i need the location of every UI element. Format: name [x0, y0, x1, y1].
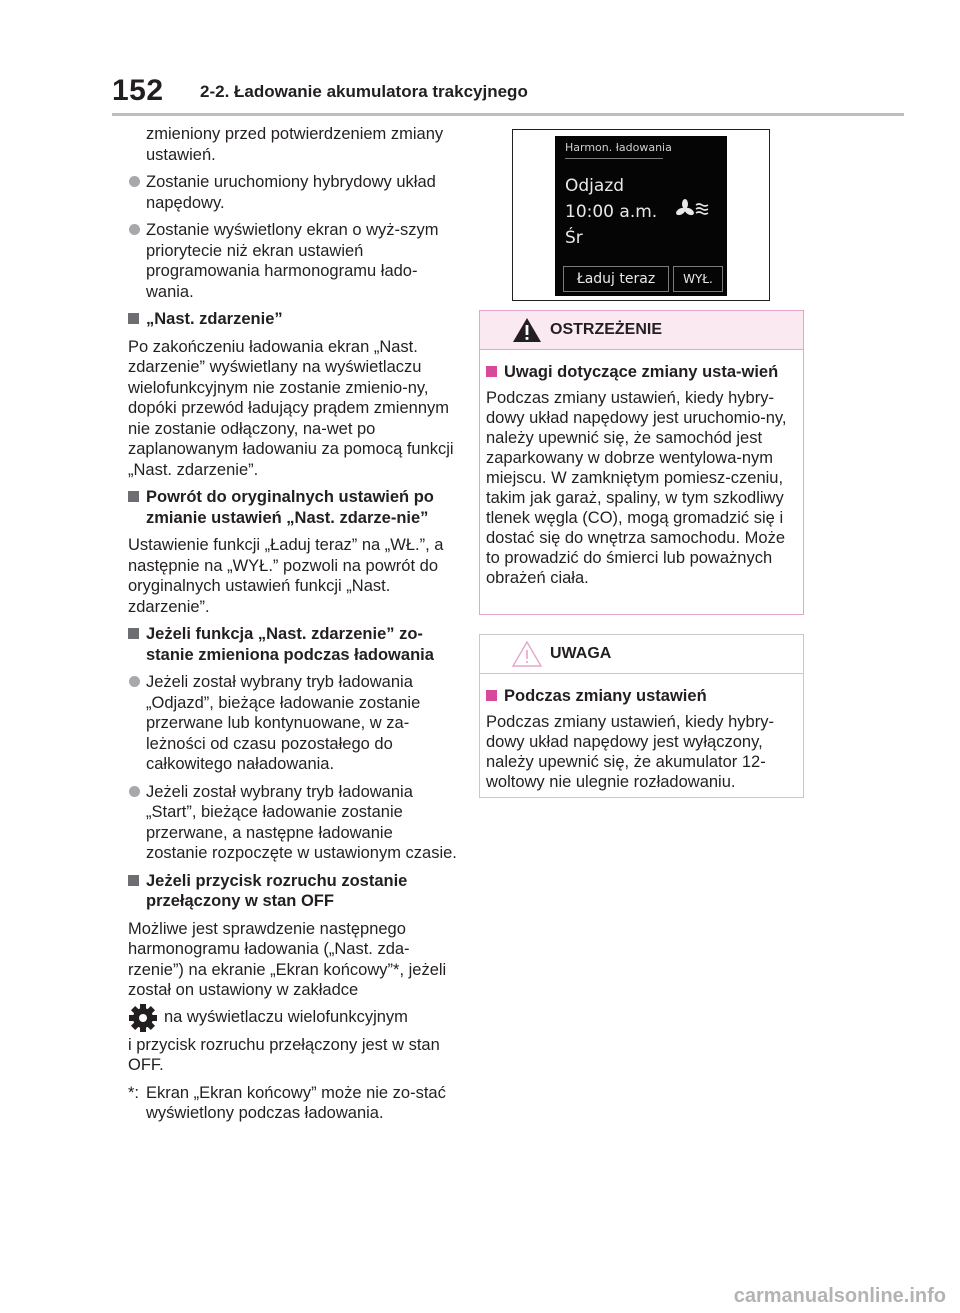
notice-box: [479, 634, 804, 798]
bullet-departure-mode: Jeżeli został wybrany tryb ładowania „Odjazd”, bieżące ładowanie zostanie przerwane lub kontynuowane, w za-leżności od czasu pozostałego do całkowitego naładowania.: [128, 672, 458, 775]
warning-header: [480, 311, 803, 350]
paragraph-power-off: Możliwe jest sprawdzenie następnego harmonogramu ładowania („Nast. zda-rzenie”) na ekranie „Ekran końcowy”*, jeżeli został on ustawiony w zakładce: [128, 919, 447, 999]
left-column: [128, 124, 458, 1124]
settings-line: [128, 1003, 458, 1033]
paragraph-restore-settings: Ustawienie funkcji „Ładuj teraz” na „WŁ.”, a następnie na „WYŁ.” pozwoli na powrót do oryginalnych ustawień funkcji „Nast. zdarzenie”.: [128, 536, 444, 616]
charge-now-button: Ładuj teraz: [563, 266, 669, 292]
warning-box: [479, 310, 804, 615]
footnote-text: Ekran „Ekran końcowy” może nie zo-stać wyświetlony podczas ładowania.: [146, 1083, 446, 1122]
paragraph-next-event: Po zakończeniu ładowania ekran „Nast. zdarzenie” wyświetlany na wyświetlaczu wielofunkcyjnym nie zostanie zmienio-ny, dopóki przewód ładujący prądem zmiennym nie zostanie odłączony, na-wet po zaplanowanym ładowaniu za pomocą funkcji „Nast. zdarzenie”.: [128, 337, 454, 479]
notice-heading: Podczas zmiany ustawień: [486, 686, 797, 706]
square-bullet-icon: [486, 366, 497, 377]
screen-day: Śr: [565, 228, 583, 248]
heading-changed-during-charging: Jeżeli funkcja „Nast. zdarzenie” zo-stanie zmieniona podczas ładowania: [128, 624, 458, 665]
screen-time: 10:00 a.m.: [565, 202, 658, 222]
intro-paragraph: zmieniony przed potwierdzeniem zmiany ustawień.: [146, 125, 444, 164]
warning-text: Podczas zmiany ustawień, kiedy hybry-dowy układ napędowy jest uruchomio-ny, należy upewnić się, że samochód jest zaparkowany w dobrze wentylowa-nym miejscu. W zamkniętym pomiesz-czeniu, takim jak garaż, spaliny, w tym szkodliwy tlenek węgla (CO), mogą gromadzić się i dostać się do wnętrza samochodu. Może to prowadzić do śmierci lub poważnych obrażeń ciała.: [486, 389, 787, 587]
screen-mode: Odjazd: [565, 176, 625, 196]
notice-body: [480, 674, 803, 792]
warning-body: [480, 350, 803, 588]
notice-triangle-icon: [512, 641, 542, 667]
notice-label: UWAGA: [550, 645, 612, 662]
warning-triangle-icon: [512, 317, 542, 343]
off-button: WYŁ.: [673, 266, 723, 292]
screen-title: Harmon. ładowania: [565, 141, 672, 154]
square-bullet-icon: [128, 313, 139, 324]
gear-icon: [128, 1003, 158, 1033]
paragraph-power-off-end: i przycisk rozruchu przełączony jest w stan OFF.: [128, 1035, 440, 1074]
multi-information-display: [555, 136, 727, 296]
page-number: 152: [112, 74, 164, 107]
bullet-hybrid-started: Zostanie uruchomiony hybrydowy układ napędowy.: [128, 172, 458, 213]
screen-divider: [565, 158, 663, 159]
footnote: [128, 1083, 458, 1124]
warning-label: OSTRZEŻENIE: [550, 321, 663, 338]
ac-fan-icon: [675, 198, 711, 220]
header-divider: [112, 113, 904, 116]
footnote-mark: *:: [128, 1083, 140, 1102]
square-bullet-icon: [486, 690, 497, 701]
square-bullet-icon: [128, 491, 139, 502]
settings-line-text: na wyświetlaczu wielofunkcyjnym: [164, 1008, 408, 1027]
heading-next-event: „Nast. zdarzenie”: [128, 309, 458, 330]
warning-heading: Uwagi dotyczące zmiany usta-wień: [486, 362, 797, 382]
square-bullet-icon: [128, 628, 139, 639]
square-bullet-icon: [128, 875, 139, 886]
heading-power-off: Jeżeli przycisk rozruchu zostanie przełączony w stan OFF: [128, 871, 458, 912]
watermark: carmanualsonline.info: [733, 1285, 946, 1307]
notice-text: Podczas zmiany ustawień, kiedy hybry-dowy układ napędowy jest wyłączony, należy upewnić się, że akumulator 12-woltowy nie ulegnie rozładowaniu.: [486, 713, 774, 791]
notice-header: [480, 635, 803, 674]
display-illustration: [512, 129, 770, 301]
bullet-higher-priority-screen: Zostanie wyświetlony ekran o wyż-szym priorytecie niż ekran ustawień programowania harmonogramu łado-wania.: [128, 220, 458, 302]
chapter-title: 2-2. Ładowanie akumulatora trakcyjnego: [200, 82, 528, 101]
heading-restore-settings: Powrót do oryginalnych ustawień po zmianie ustawień „Nast. zdarze-nie”: [128, 487, 458, 528]
bullet-start-mode: Jeżeli został wybrany tryb ładowania „Start”, bieżące ładowanie zostanie przerwane, a następne ładowanie zostanie rozpoczęte w ustawionym czasie.: [128, 782, 458, 864]
